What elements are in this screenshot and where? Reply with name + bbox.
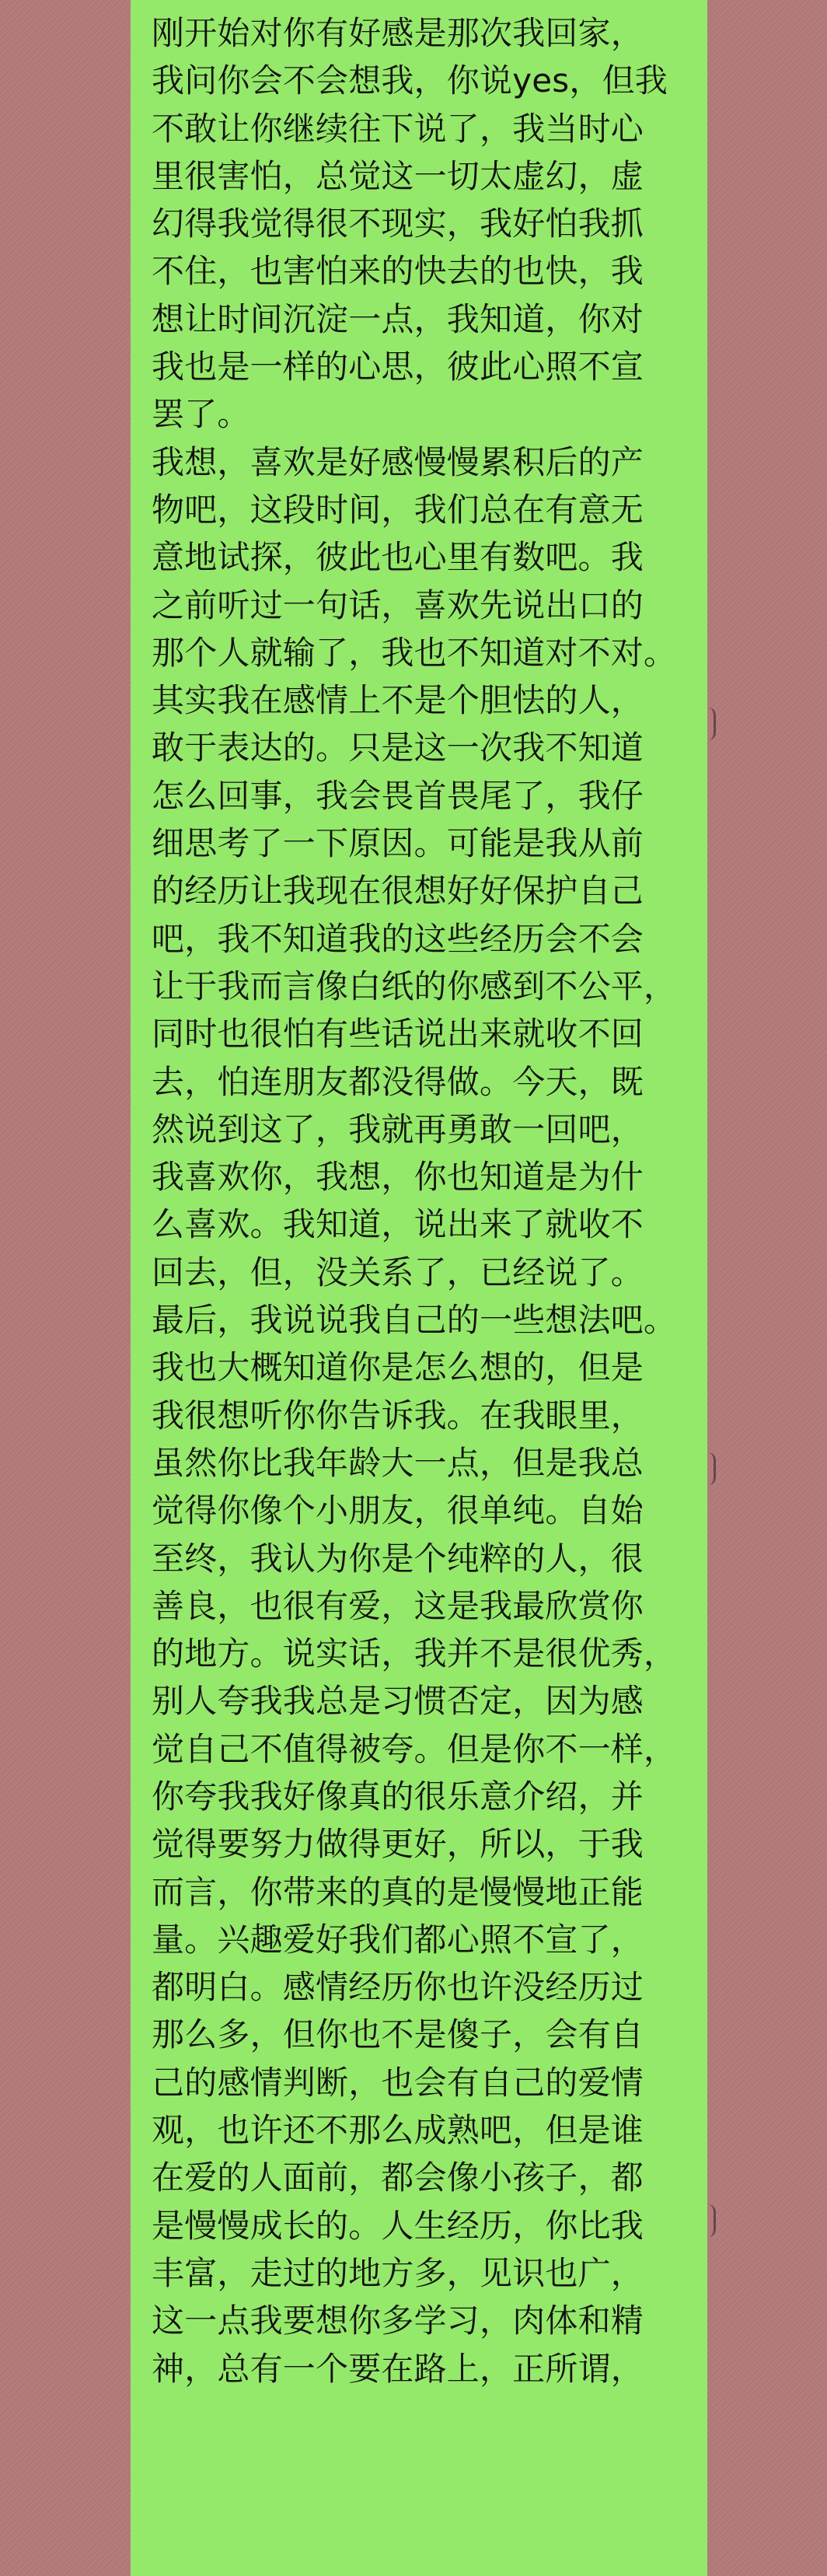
chat-message-area: [131, 0, 707, 2576]
bubble-edge-marker: [706, 2204, 714, 2237]
bubble-edge-marker: [706, 708, 714, 740]
message-text: 刚开始对你有好感是那次我回家， 我问你会不会想我，你说yes，但我 不敢让你继续往下说了，我当时心 里很害怕，总觉这一切太虚幻，虚 幻得我觉得很不现实，我好怕我抓 不住，也害怕来的快去的也快，我 想让时间沉淀一点，我知道，你对 我也是一样的心思，彼此心照不宣 罢了。 我想，喜欢是好感慢慢累积后的产 物吧，这段时间，我们总在有意无 意地试探，彼此也心里有数吧。我 之前听过一句话，喜欢先说出口的 那个人就输了，我也不知道对不对。 其实我在感情上不是个胆怯的人， 敢于表达的。只是这一次我不知道 怎么回事，我会畏首畏尾了，我仔 细思考了一下原因。可能是我从前 的经历让我现在很想好好保护自己 吧，我不知道我的这些经历会不会 让于我而言像白纸的你感到不公平， 同时也很怕有些话说出来就收不回 去，怕连朋友都没得做。今天，既 然说到这了，我就再勇敢一回吧， 我喜欢你，我想，你也知道是为什 么喜欢。我知道，说出来了就收不 回去，但，没关系了，已经说了。 最后，我说说我自己的一些想法吧。 我也大概知道你是怎么想的，但是 我很想听你你告诉我。在我眼里， 虽然你比我年龄大一点，但是我总 觉得你像个小朋友，很单纯。自始 至终，我认为你是个纯粹的人，很 善良，也很有爱，这是我最欣赏你 的地方。说实话，我并不是很优秀， 别人夸我我总是习惯否定，因为感 觉自己不值得被夸。但是你不一样， 你夸我我好像真的很乐意介绍，并 觉得要努力做得更好，所以，于我 而言，你带来的真的是慢慢地正能 量。兴趣爱好我们都心照不宣了， 都明白。感情经历你也许没经历过 那么多，但你也不是傻子，会有自 己的感情判断，也会有自己的爱情 观，也许还不那么成熟吧，但是谁 在爱的人面前，都会像小孩子，都 是慢慢成长的。人生经历，你比我 丰富，走过的地方多，见识也广， 这一点我要想你多学习，肉体和精 神，总有一个要在路上，正所谓，: [152, 14, 677, 2388]
bubble-edge-marker: [706, 1452, 714, 1485]
message-bubble[interactable]: [131, 0, 707, 2576]
